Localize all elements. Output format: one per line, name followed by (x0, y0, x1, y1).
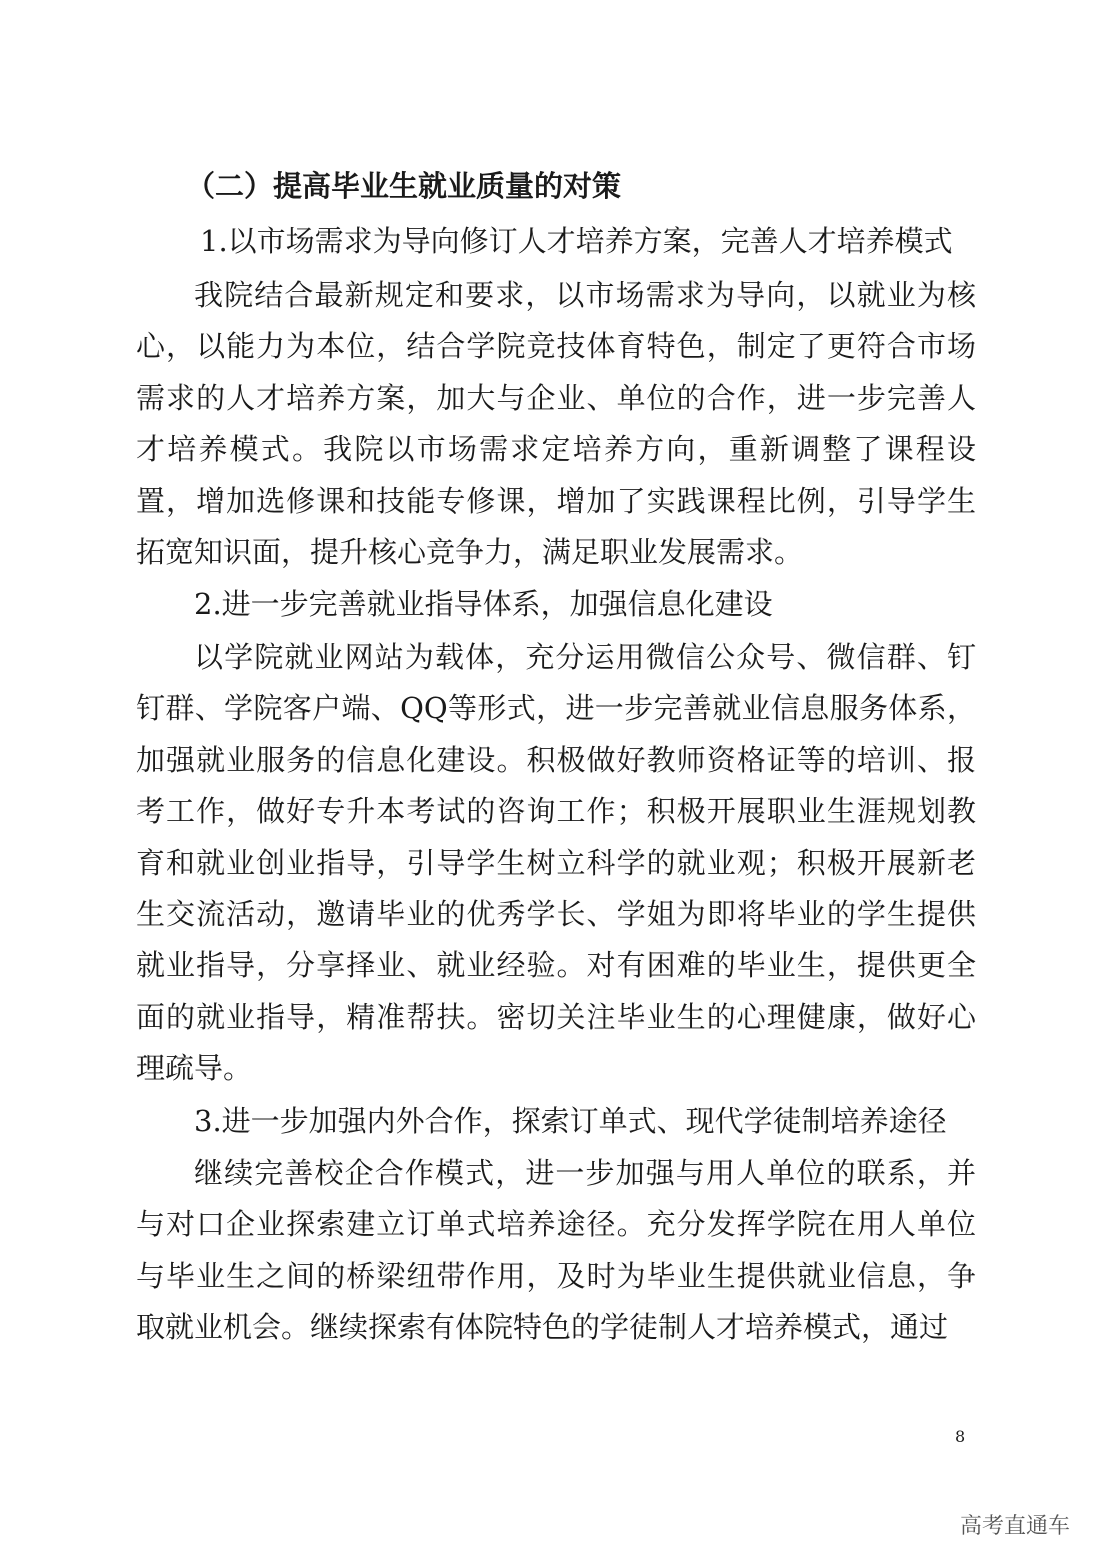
item-1-body: 我院结合最新规定和要求，以市场需求为导向，以就业为核心，以能力为本位，结合学院竞技体育特色，制定了更符合市场需求的人才培养方案，加大与企业、单位的合作，进一步完善人才培养模式。我院以市场需求定培养方向，重新调整了课程设置，增加选修课和技能专修课，增加了实践课程比例，引导学生拓宽知识面，提升核心竞争力，满足职业发展需求。 (136, 278, 976, 570)
watermark: 高考直通车 (960, 1514, 1071, 1539)
item-2-heading: 2.进一步完善就业指导体系，加强信息化建设 (194, 587, 773, 621)
item-2-body: 以学院就业网站为载体，充分运用微信公众号、微信群、钉钉群、学院客户端、QQ等形式，进一步完善就业信息服务体系，加强就业服务的信息化建设。积极做好教师资格证等的培训、报考工作，做好专升本考试的咨询工作；积极开展职业生涯规划教育和就业创业指导，引导学生树立科学的就业观；积极开展新老生交流活动，邀请毕业的优秀学长、学姐为即将毕业的学生提供就业指导，分享择业、就业经验。对有困难的毕业生，提供更全面的就业指导，精准帮扶。密切关注毕业生的心理健康，做好心理疏导。 (136, 640, 976, 1086)
item-3-body: 继续完善校企合作模式，进一步加强与用人单位的联系，并与对口企业探索建立订单式培养途径。充分发挥学院在用人单位与毕业生之间的桥梁纽带作用，及时为毕业生提供就业信息，争取就业机会。继续探索有体院特色的学徒制人才培养模式，通过 (136, 1156, 976, 1345)
page-number: 8 (955, 1427, 966, 1446)
item-1-heading: 1.以市场需求为导向修订人才培养方案，完善人才培养模式 (200, 224, 953, 258)
section-title: （二）提高毕业生就业质量的对策 (186, 169, 622, 203)
item-3-heading: 3.进一步加强内外合作，探索订单式、现代学徒制培养途径 (194, 1104, 947, 1138)
